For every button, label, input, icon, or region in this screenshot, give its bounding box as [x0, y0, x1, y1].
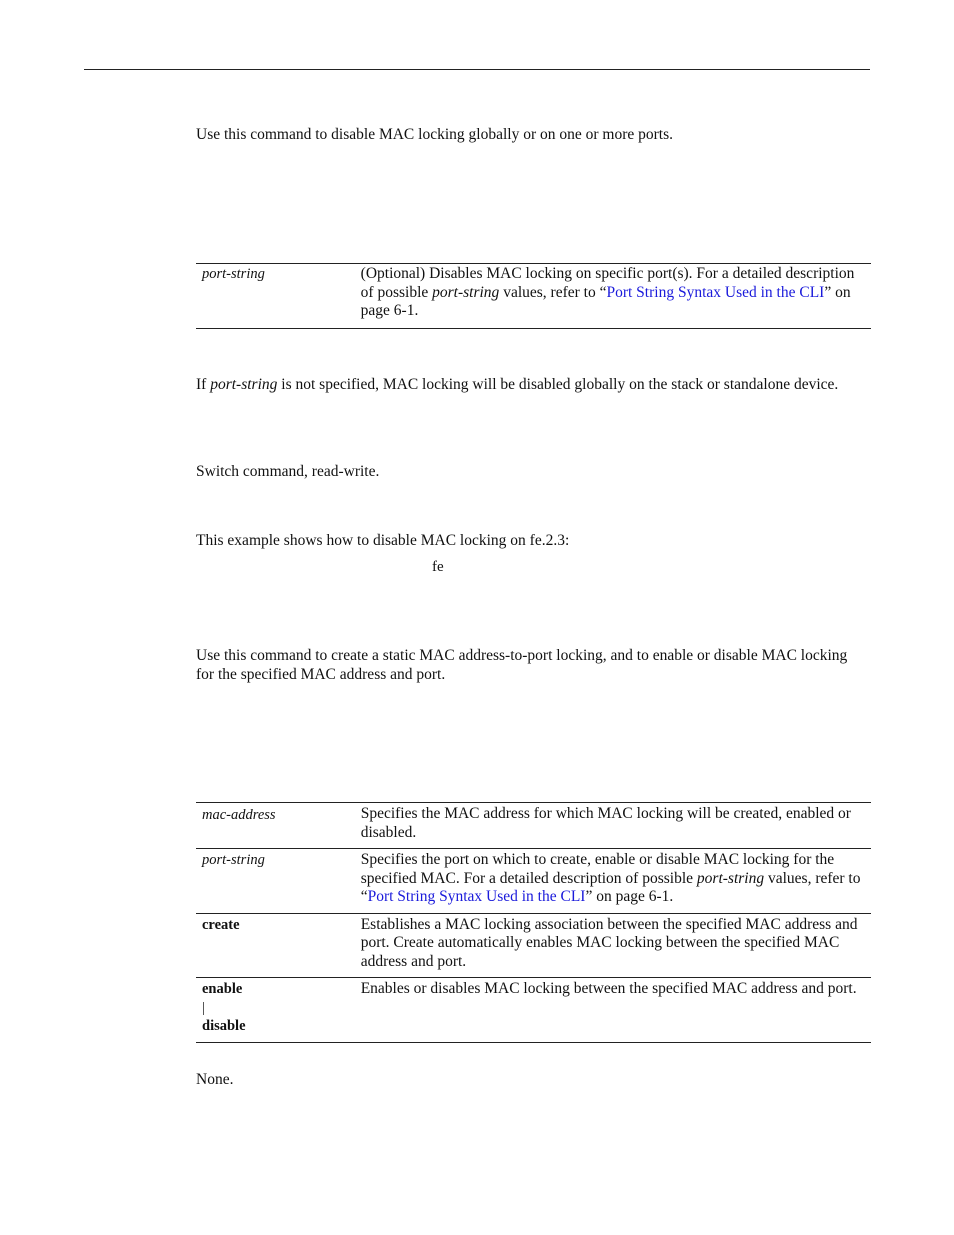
defaults-paragraph-2: None.: [196, 1071, 234, 1088]
example-paragraph-1: This example shows how to disable MAC locking on fe.2.3:: [196, 532, 570, 549]
param-port-string: port-string: [202, 266, 265, 282]
param-description: [361, 264, 871, 329]
desc-italic-term: port-string: [696, 869, 765, 887]
param-disable: disable: [202, 1018, 246, 1034]
header-rule: [84, 69, 870, 70]
desc-text: values, refer to “: [360, 869, 861, 905]
defaults-italic-term: port-string: [210, 376, 278, 393]
table-row: [196, 978, 871, 1043]
table-row: [196, 264, 871, 329]
defaults-paragraph-1: [196, 375, 866, 394]
table-row: [196, 913, 871, 978]
param-term-cell: [196, 803, 361, 849]
desc-text: ” on page 6-1.: [585, 888, 674, 905]
param-description: Enables or disables MAC locking between the specified MAC address and port.: [360, 980, 857, 997]
param-create: create: [202, 916, 240, 933]
desc-text: Specifies the port on which to create, enable or disable MAC locking for the specified MAC. For a detailed description of possible: [360, 851, 835, 887]
param-description: Specifies the MAC address for which MAC locking will be created, enabled or disabled.: [360, 805, 851, 841]
param-description: [361, 849, 871, 914]
param-separator: |: [202, 999, 205, 1016]
desc-text: values, refer to “: [499, 283, 607, 301]
table-row: [196, 849, 871, 914]
param-mac-address: mac-address: [202, 807, 276, 823]
param-term-cell: [196, 264, 361, 329]
example-code-fragment: fe: [432, 559, 444, 575]
description-paragraph-2: Use this command to create a static MAC address-to-port locking, and to enable or disable MAC locking for the specified MAC address and port.: [196, 647, 848, 683]
desc-text: (Optional) Disables MAC locking on specific port(s). For a detailed description of possible: [360, 265, 855, 301]
desc-italic-term: port-string: [432, 283, 500, 301]
param-term-cell: [196, 913, 361, 978]
param-enable-disable: [202, 980, 361, 1036]
port-string-syntax-link[interactable]: Port String Syntax Used in the CLI: [367, 888, 586, 905]
parameters-table-1: [196, 263, 871, 329]
desc-text: ” on page 6-1.: [360, 283, 851, 319]
mode-paragraph-1: Switch command, read-write.: [196, 463, 380, 480]
description-paragraph-1: Use this command to disable MAC locking globally or on one or more ports.: [196, 126, 673, 143]
defaults-text: is not specified, MAC locking will be disabled globally on the stack or standalone device.: [277, 376, 839, 393]
port-string-syntax-link[interactable]: Port String Syntax Used in the CLI: [606, 283, 825, 301]
defaults-text: If: [196, 376, 211, 393]
parameters-table-2: [196, 802, 871, 1043]
table-row: [196, 803, 871, 849]
param-term-cell: [196, 849, 361, 914]
param-description: Establishes a MAC locking association between the specified MAC address and port. Create automatically enables MAC locking between the specified MAC address and port.: [360, 915, 858, 970]
param-term-cell: [196, 978, 361, 1043]
param-enable: enable: [202, 981, 243, 997]
param-port-string: port-string: [202, 852, 265, 868]
